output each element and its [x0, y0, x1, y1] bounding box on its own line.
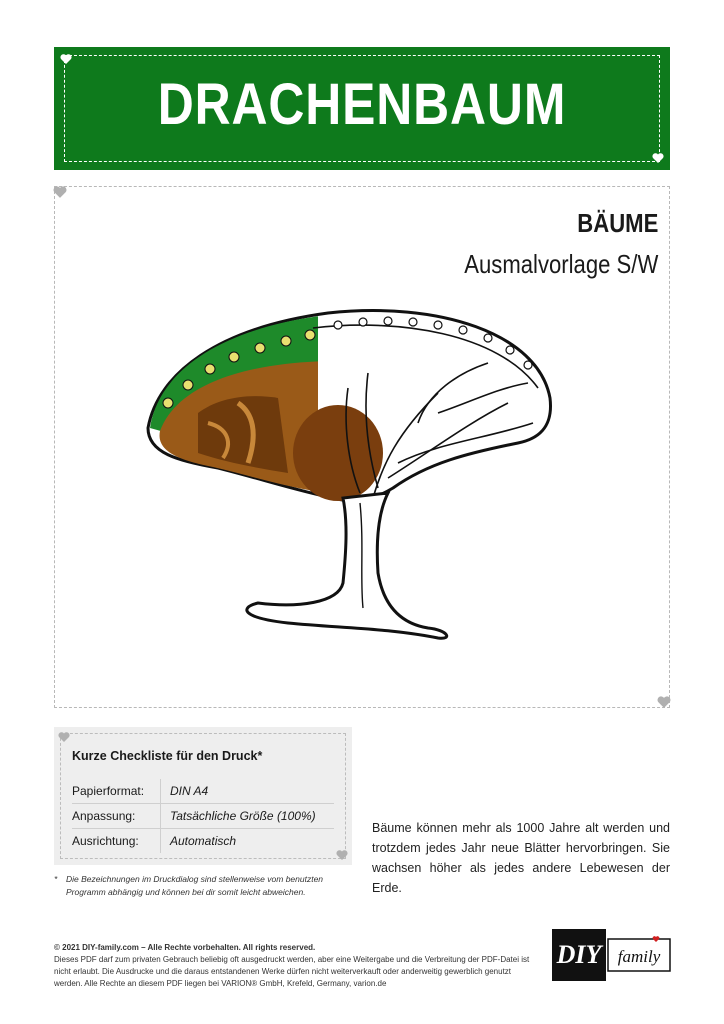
logo-text-right: family: [617, 947, 661, 966]
heart-icon: [58, 731, 70, 743]
row-label: Papierformat:: [72, 784, 145, 798]
checklist-title: Kurze Checkliste für den Druck*: [72, 749, 263, 763]
row-value: DIN A4: [170, 784, 209, 798]
page-title: DRACHENBAUM: [157, 72, 567, 137]
logo-text-left: DIY: [556, 940, 602, 969]
footnote-marker: *: [54, 874, 58, 884]
heart-icon: [336, 849, 348, 861]
checklist-row: [72, 829, 334, 853]
heart-icon: [657, 695, 671, 709]
checklist-row: [72, 779, 334, 804]
title-banner: [54, 47, 670, 170]
copyright-text: Dieses PDF darf zum privaten Gebrauch beliebig oft ausgedruckt werden, aber eine Weitergabe und die Verbreitung der PDF-Datei ist nicht erlaubt. Die Ausdrucke und die daraus entstandenen Werke dürfen nicht weiterverkauft oder anderweitig gewerblich genutzt werden. Alle Rechte an diesem PDF liegen bei VARION® GmbH, Krefeld, Germany, varion.de: [54, 955, 530, 988]
row-value: Tatsächliche Größe (100%): [170, 809, 316, 823]
category-title: BÄUME: [576, 208, 658, 238]
tree-facts: Bäume können mehr als 1000 Jahre alt werden und trotzdem jedes Jahr neue Blätter hervorbringen. Sie wachsen höher als jedes andere Lebewesen der Erde.: [372, 821, 670, 895]
checklist-row: [72, 804, 334, 829]
heart-icon: [652, 152, 664, 164]
heart-icon: [60, 53, 72, 65]
dragon-tree-illustration: [138, 303, 558, 648]
copyright-heading: © 2021 DIY-family.com – Alle Rechte vorbehalten. All rights reserved.: [54, 943, 316, 952]
copyright: [54, 942, 540, 990]
category-subtitle: Ausmalvorlage S/W: [463, 249, 658, 279]
row-label: Anpassung:: [72, 809, 136, 823]
footnote-text: Die Bezeichnungen im Druckdialog sind stellenweise vom benutzten Programm abhängig und können bei dir somit leicht abweichen.: [66, 874, 324, 897]
row-label: Ausrichtung:: [72, 834, 139, 848]
diy-family-logo: [552, 929, 672, 981]
footnote: [54, 873, 364, 899]
tree-trunk: [247, 493, 447, 638]
heart-icon: [53, 185, 67, 199]
print-checklist: [54, 727, 352, 865]
row-value: Automatisch: [170, 834, 237, 848]
